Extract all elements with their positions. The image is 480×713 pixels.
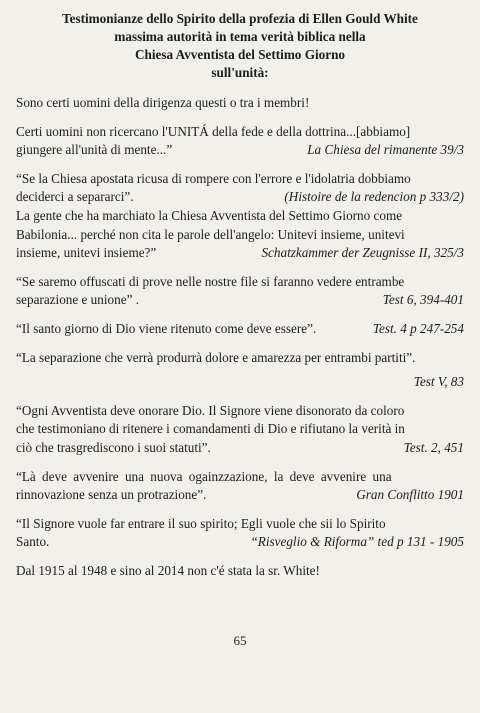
paragraph-intro: Sono certi uomini della dirigenza questi o tra i membri! xyxy=(16,95,310,110)
paragraph-trials-quote xyxy=(16,273,464,310)
paragraph-organization-quote xyxy=(16,468,464,505)
heading-line-1: Testimonianze dello Spirito della profezia di Ellen Gould White xyxy=(62,11,418,26)
text-line: “Se saremo offuscati di prove nelle nostre file si faranno vedere entrambe xyxy=(16,273,405,289)
text-line-with-reference xyxy=(16,486,464,505)
text-line-with-reference xyxy=(16,188,464,207)
citation-reference: Test. 2, 451 xyxy=(403,439,464,455)
citation-reference: “Risveglio & Riforma” ted p 131 - 1905 xyxy=(250,534,464,550)
paragraph-honor-god-quote xyxy=(16,402,464,458)
text-fragment: “Il santo giorno di Dio viene ritenuto come deve essere”. xyxy=(16,320,317,336)
citation-reference: Test 6, 394-401 xyxy=(382,292,464,308)
text-fragment: insieme, unitevi insieme?” xyxy=(16,245,157,261)
text-line: “La separazione che verrà produrrà dolore e amarezza per entrambi partiti”. xyxy=(16,349,416,365)
text-fragment: deciderci a separarci”. xyxy=(16,189,134,205)
text-line-with-reference xyxy=(16,439,464,458)
paragraph-babylon-quote xyxy=(16,170,464,263)
text-line: Babilonia... perché non cita le parole dell'angelo: Unitevi insieme, unitevi xyxy=(16,226,405,242)
paragraph-unity-quote xyxy=(16,123,464,160)
paragraph-separation-quote xyxy=(16,349,464,392)
text-fragment: giungere all'unità di mente...” xyxy=(16,142,173,158)
citation-reference: Gran Conflitto 1901 xyxy=(356,487,464,503)
text-fragment: separazione e unione” . xyxy=(16,292,140,308)
text-line: “Là deve avvenire una nuova ogainzzazione, la deve avvenire una xyxy=(16,468,392,484)
paragraph-holy-day-quote xyxy=(16,320,464,339)
text-line-with-reference xyxy=(16,244,464,263)
text-line-with-reference xyxy=(16,291,464,310)
text-line: Certi uomini non ricercano l'UNITÁ della fede e della dottrina...[abbiamo] xyxy=(16,123,411,139)
text-fragment: Santo. xyxy=(16,534,50,550)
text-line-with-reference xyxy=(16,373,464,392)
page-number: 65 xyxy=(233,633,247,648)
citation-reference: (Histoire de la redencion p 333/2) xyxy=(284,189,464,205)
heading-line-3: Chiesa Avventista del Settimo Giorno xyxy=(134,47,345,62)
heading-line-2: massima autorità in tema verità biblica nella xyxy=(114,29,366,44)
text-line-with-reference xyxy=(16,141,464,160)
text-line: La gente che ha marchiato la Chiesa Avventista del Settimo Giorno come xyxy=(16,207,403,223)
text-fragment: rinnovazione senza un protrazione”. xyxy=(16,487,207,503)
citation-reference: Test. 4 p 247-254 xyxy=(372,320,464,336)
page-heading xyxy=(16,10,464,82)
text-line: che testimoniano di ritenere i comandamenti di Dio e rifiutano la verità in xyxy=(16,421,405,437)
text-line: “Il Signore vuole far entrare il suo spirito; Egli vuole che sii lo Spirito xyxy=(16,515,386,531)
citation-reference: La Chiesa del rimanente 39/3 xyxy=(307,142,464,158)
paragraph-closing: Dal 1915 al 1948 e sino al 2014 non c'é stata la sr. White! xyxy=(16,562,320,578)
text-line-with-reference xyxy=(16,533,464,552)
citation-reference: Test V, 83 xyxy=(413,374,464,390)
heading-line-4: sull'unità: xyxy=(211,65,269,80)
citation-reference: Schatzkammer der Zeugnisse II, 325/3 xyxy=(261,245,464,261)
paragraph-spirit-quote xyxy=(16,515,464,552)
text-fragment: ciò che trasgrediscono i suoi statuti”. xyxy=(16,439,211,455)
text-line: “Se la Chiesa apostata ricusa di rompere con l'errore e l'idolatria dobbiamo xyxy=(16,170,411,186)
text-line: “Ogni Avventista deve onorare Dio. Il Signore viene disonorato da coloro xyxy=(16,402,405,418)
